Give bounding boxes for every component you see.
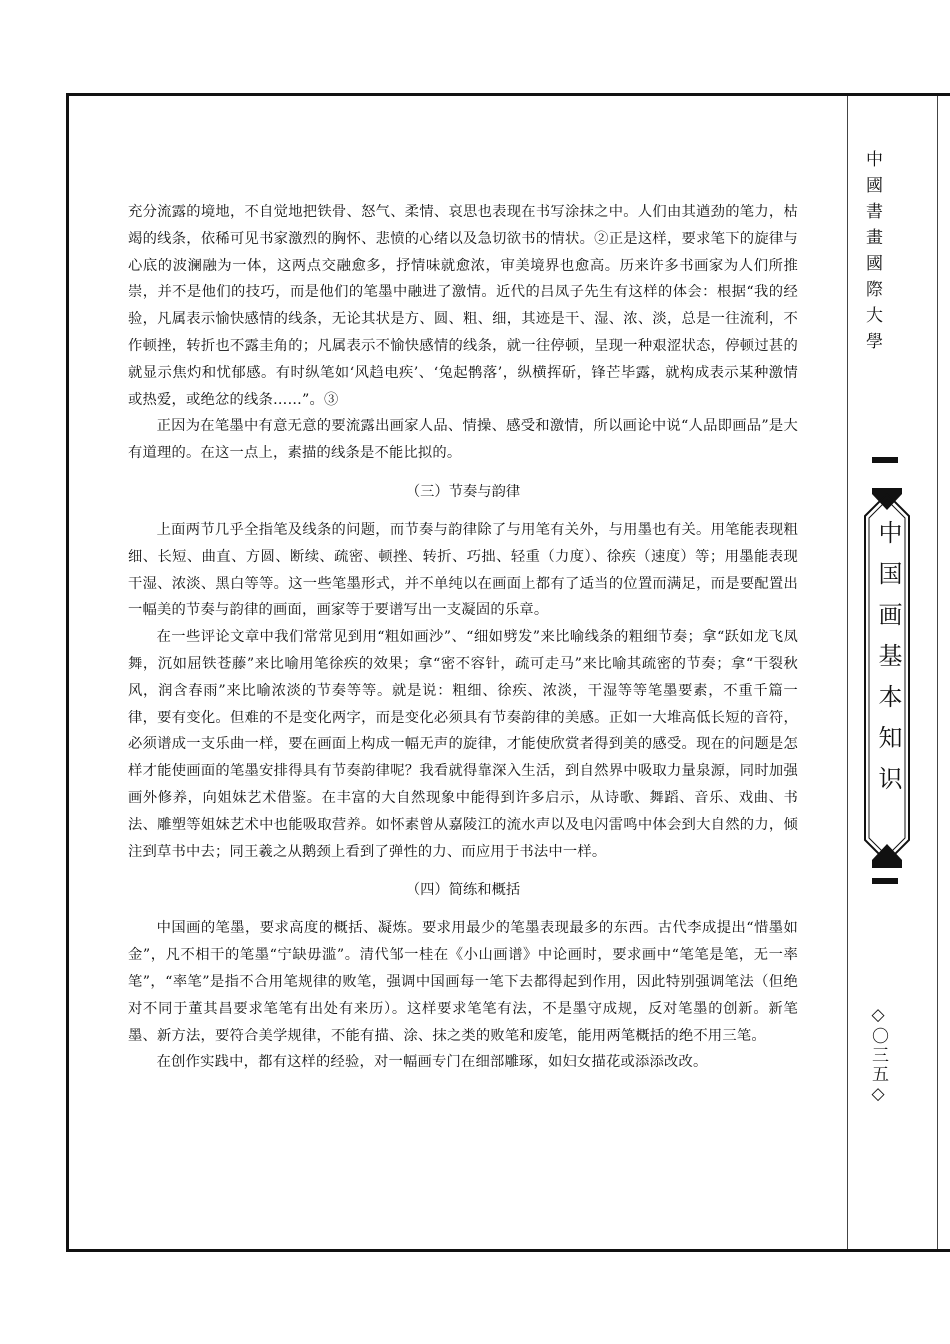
paragraph-1: 充分流露的境地，不自觉地把铁骨、怒气、柔情、哀思也表现在书写涂抹之中。人们由其遒劲的笔力，枯竭的线条，依稀可见书家激烈的胸怀、悲愤的心绪以及急切欲书的情状。②正是这样，要求笔下的旋律与心底的波澜融为一体，这两点交融愈多，抒情味就愈浓，审美境界也愈高。历来许多书画家为人们所推崇，并不是他们的技巧，而是他们的笔墨中融进了激情。近代的吕凤子先生有这样的体会：根据“我的经验，凡属表示愉快感情的线条，无论其状是方、圆、粗、细，其迹是干、湿、浓、淡，总是一往流利，不作顿挫，转折也不露圭角的；凡属表示不愉快感情的线条，就一往停顿，呈现一种艰涩状态，停顿过甚的就显示焦灼和忧郁感。有时纵笔如‘风趋电疾’、‘兔起鹘落’，纵横挥斫，锋芒毕露，就构成表示某种激情或热爱，或绝忿的线条……”。③ xyxy=(128,204,798,408)
paragraph-4: 在一些评论文章中我们常常见到用“粗如画沙”、“细如劈发”来比喻线条的粗细节奏；拿“跃如龙飞凤舞，沉如屈铁苍藤”来比喻用笔徐疾的效果；拿“密不容针，疏可走马”来比喻其疏密的节奏；拿“干裂秋风，润含春雨”来比喻浓淡的节奏等等。就是说：粗细、徐疾、浓淡，干湿等等笔墨要素，不重千篇一律，要有变化。但难的不是变化两字，而是变化必须具有节奏韵律的美感。正如一大堆高低长短的音符，必须谱成一支乐曲一样，要在画面上构成一幅无声的旋律，才能使欣赏者得到美的感受。现在的问题是怎样才能使画面的笔墨安排得具有节奏韵律呢？我看就得靠深入生活，到自然界中吸取力量泉源，同时加强画外修养，向姐妹艺术借鉴。在丰富的大自然现象中能得到许多启示，从诗歌、舞蹈、音乐、戏曲、书法、雕塑等姐妹艺术中也能吸取营养。如怀素曾从嘉陵江的流水声以及电闪雷鸣中体会到大自然的力，倾注到草书中去；同王羲之从鹅颈上看到了弹性的力、而应用于书法中一样。 xyxy=(128,629,798,860)
page-number: ◇〇三五◇ xyxy=(868,1005,888,1106)
banner-top-rule xyxy=(872,457,898,463)
book-title: 中国画基本知识 xyxy=(874,520,902,807)
paragraph-6: 在创作实践中，都有这样的经验，对一幅画专门在细部雕琢，如妇女描花或添添改改。 xyxy=(156,1054,708,1071)
paragraph-2: 正因为在笔墨中有意无意的要流露出画家人品、情操、感受和激情，所以画论中说“人品即画品”是大有道理的。在这一点上，素描的线条是不能比拟的。 xyxy=(128,418,798,462)
section-heading-rhythm: （三）节奏与韵律 xyxy=(405,483,521,500)
paragraph-3: 上面两节几乎全指笔及线条的问题，而节奏与韵律除了与用笔有关外，与用墨也有关。用笔能表现粗细、长短、曲直、方圆、断续、疏密、顿挫、转折、巧拙、轻重（力度）、徐疾（速度）等；用墨能表现干湿、浓淡、黑白等等。这一些笔墨形式，并不单纯以在画面上都有了适当的位置而满足，而是要配置出一幅美的节奏与韵律的画面，画家等于要谱写出一支凝固的乐章。 xyxy=(128,521,798,619)
sidebar-rule-right xyxy=(937,96,938,1249)
banner-bottom-rule xyxy=(872,878,898,884)
paragraph-5: 中国画的笔墨，要求高度的概括、凝炼。要求用最少的笔墨表现最多的东西。古代李成提出“惜墨如金”，凡不相干的笔墨“宁缺毋滥”。清代邹一桂在《小山画谱》中论画时，要求画中“笔笔是笔，无一率笔”，“率笔”是指不合用笔规律的败笔，强调中国画每一笔下去都得起到作用，因此特别强调笔法（但绝对不同于董其昌要求笔笔有出处有来历）。这样要求笔笔有法，不是墨守成规，反对笔墨的创新。新笔墨、新方法，要符合美学规律，不能有描、涂、抹之类的败笔和废笔，能用两笔概括的绝不用三笔。 xyxy=(128,920,798,1044)
sidebar-rule-left xyxy=(847,96,848,1249)
body-text xyxy=(128,199,798,1076)
series-title: 中國書畫國際大學 xyxy=(862,150,882,358)
section-heading-concise: （四）简练和概括 xyxy=(405,882,521,899)
